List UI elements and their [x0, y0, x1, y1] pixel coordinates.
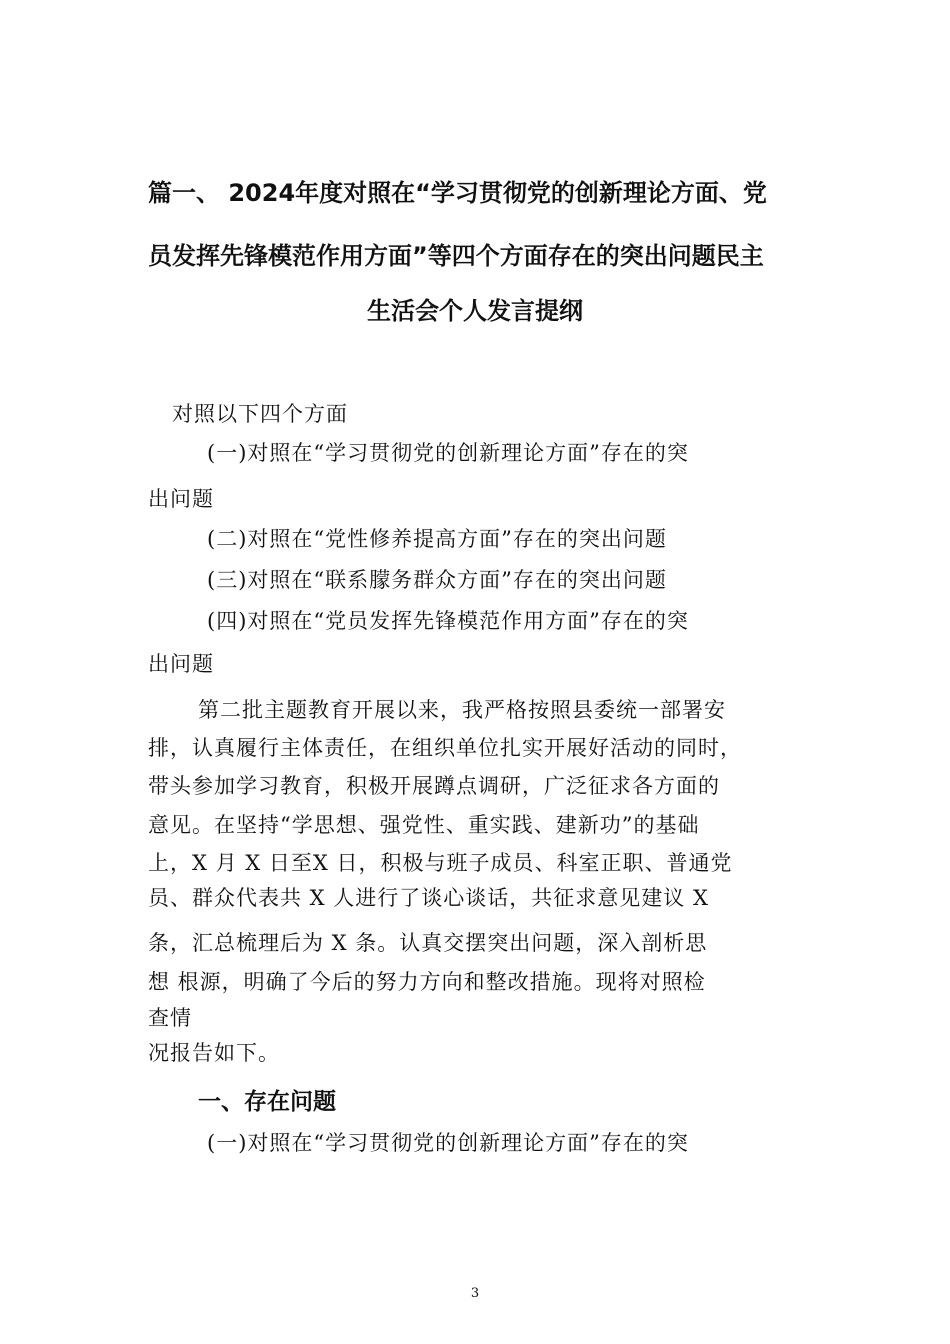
intro-item-1: (一)对照在“学习贯彻党的创新理论方面”存在的突: [207, 441, 689, 465]
body-line: 想 根源，明确了今后的努力方向和整改措施。现将对照检: [148, 970, 706, 994]
body-line: 上，X 月 X 日至X 日，积极与班子成员、科室正职、普通党: [148, 851, 733, 875]
intro-item-4-cont: 出问题: [148, 652, 214, 676]
intro-item-1-cont: 出问题: [148, 487, 214, 511]
intro-lead: 对照以下四个方面: [172, 402, 348, 426]
intro-item-4: (四)对照在“党员发挥先锋模范作用方面”存在的突: [207, 609, 689, 633]
section-item-1: (一)对照在“学习贯彻党的创新理论方面”存在的突: [207, 1131, 689, 1155]
body-line: 排，认真履行主体责任，在组织单位扎实开展好活动的同时，: [148, 736, 742, 760]
section-heading: 一、存在问题: [198, 1089, 336, 1115]
title-line-3: 生活会个人发言提纲: [367, 297, 583, 325]
body-line: 第二批主题教育开展以来，我严格按照县委统一部署安: [198, 698, 726, 722]
intro-item-3: (三)对照在“联系朦务群众方面”存在的突出问题: [207, 568, 667, 592]
body-line: 查情: [148, 1006, 192, 1030]
intro-item-2: (二)对照在“党性修养提高方面”存在的突出问题: [207, 527, 667, 551]
body-line: 意见。在坚持“学思想、强党性、重实践、建新功”的基础: [148, 813, 700, 837]
page-number: 3: [470, 1286, 480, 1301]
body-line: 况报告如下。: [148, 1041, 280, 1065]
body-line: 员、群众代表共 X 人进行了谈心谈话，共征求意见建议 X: [148, 886, 709, 910]
body-line: 条，汇总梳理后为 X 条。认真交摆突出问题，深入剖析思: [148, 931, 708, 955]
title-line-2: 员发挥先锋模范作用方面”等四个方面存在的突出问题民主: [148, 242, 764, 270]
body-line: 带头参加学习教育，积极开展蹲点调研，广泛征求各方面的: [148, 774, 720, 798]
title-line-1: 篇一、 2024年度对照在“学习贯彻党的创新理论方面、党: [148, 179, 767, 207]
